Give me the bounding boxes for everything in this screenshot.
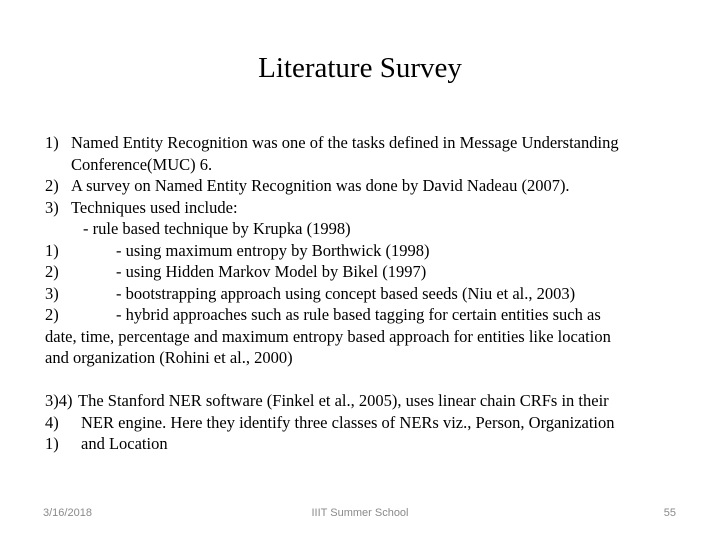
item-text: - rule based technique by Krupka (1998) (83, 219, 351, 238)
item-number: 3) (45, 283, 59, 303)
item-number: 1) (45, 434, 59, 453)
item-text: and Location (81, 434, 168, 453)
item-number: 2) (45, 262, 59, 281)
footer-date: 3/16/2018 (43, 507, 92, 519)
item-text: and organization (Rohini et al., 2000) (45, 348, 293, 367)
item-number: 3)4) (45, 391, 73, 410)
item-text: Techniques used include: (71, 197, 238, 217)
item-text: - hybrid approaches such as rule based tagging for certain entities such as (116, 305, 601, 324)
item-number: 2) (45, 176, 59, 195)
item-text: Named Entity Recognition was one of the tasks defined in Message Understanding (71, 133, 619, 152)
footer-page-number: 55 (663, 507, 676, 519)
item-number: 3) (45, 197, 59, 217)
item-text: A survey on Named Entity Recognition was done by David Nadeau (2007). (71, 176, 570, 195)
item-text: Conference(MUC) 6. (71, 154, 213, 174)
item-text: - using maximum entropy by Borthwick (1998) (116, 240, 430, 260)
item-text: NER engine. Here they identify three classes of NERs viz., Person, Organization (81, 412, 615, 432)
item-text: - using Hidden Markov Model by Bikel (1997) (116, 262, 427, 281)
item-number: 1) (45, 240, 59, 260)
item-text: date, time, percentage and maximum entropy based approach for entities like location (45, 326, 611, 346)
item-text: - bootstrapping approach using concept based seeds (Niu et al., 2003) (116, 283, 576, 303)
item-number: 4) (45, 412, 59, 432)
item-number: 1) (45, 133, 59, 152)
item-text: The Stanford NER software (Finkel et al., 2005), uses linear chain CRFs in their (78, 391, 609, 410)
slide-title: Literature Survey (258, 52, 462, 84)
footer-center-text: IIIT Summer School (311, 507, 409, 519)
item-number: 2) (45, 305, 59, 324)
